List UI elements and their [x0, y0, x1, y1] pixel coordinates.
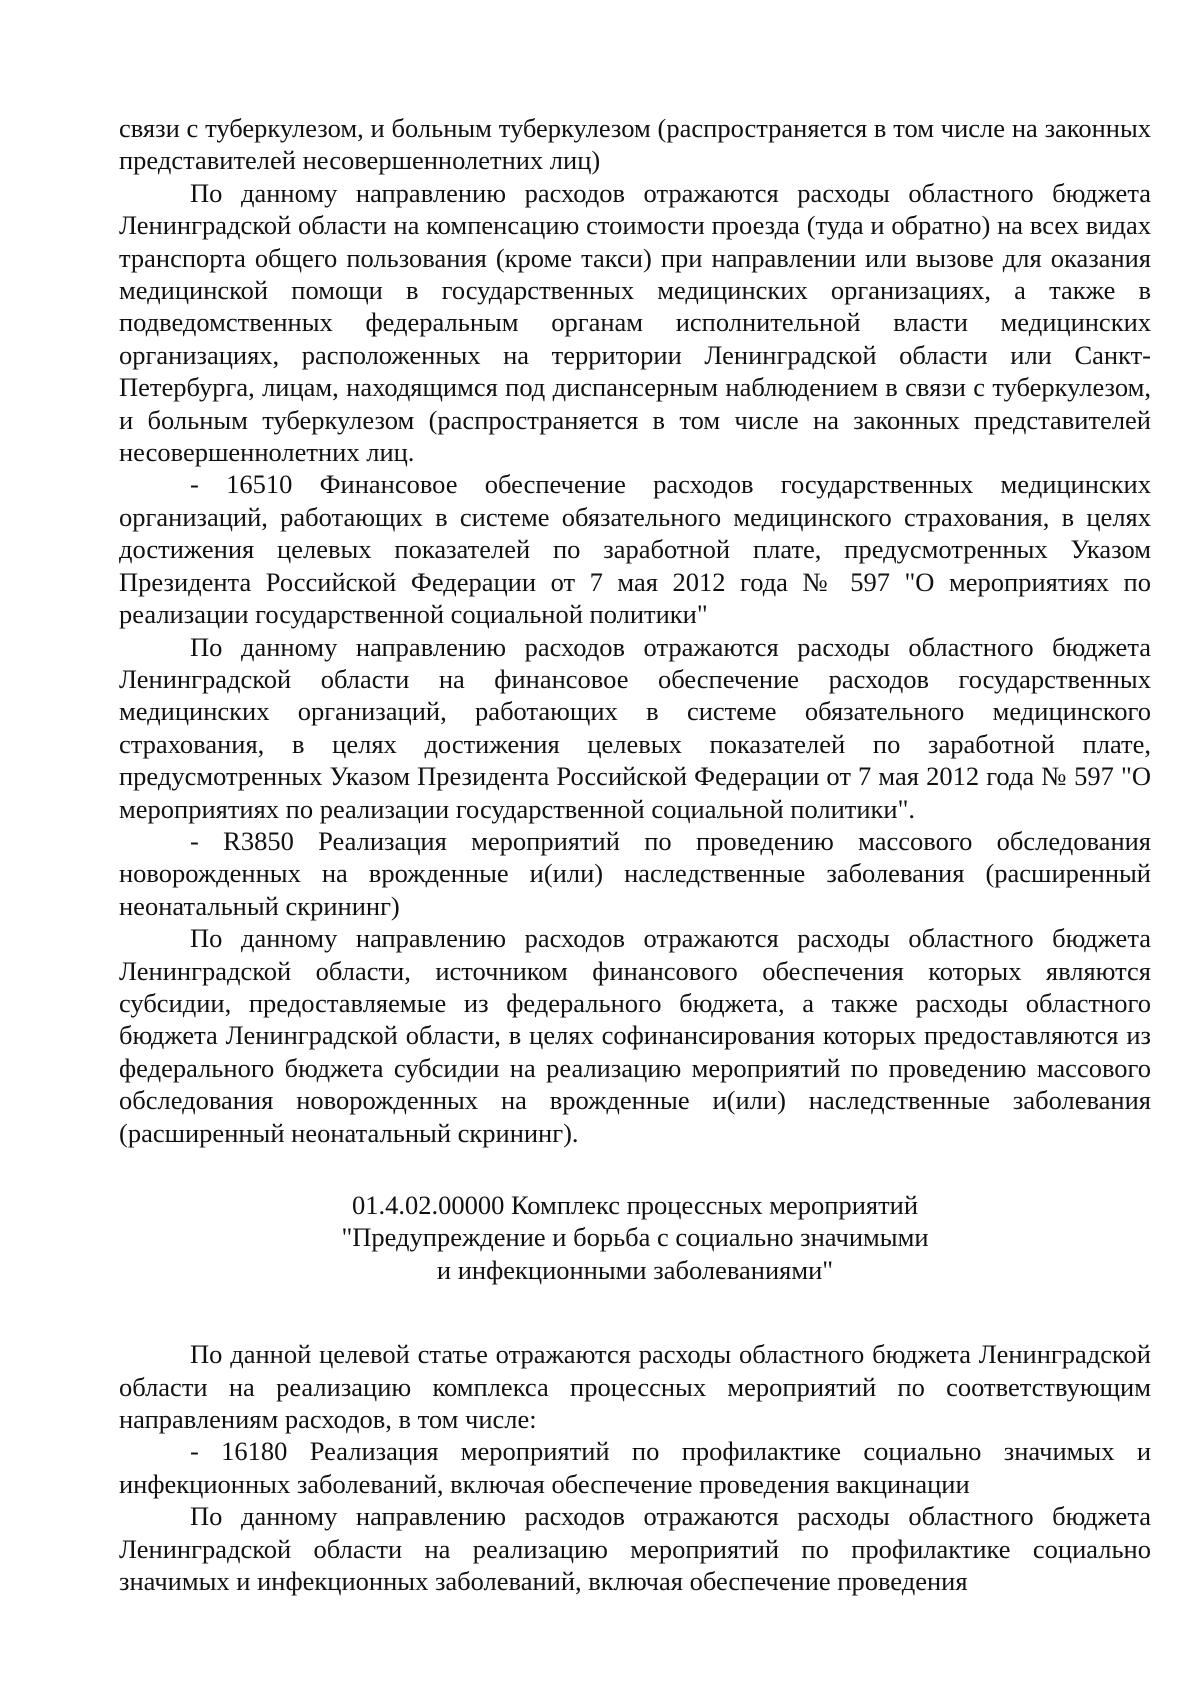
paragraph: По данному направлению расходов отражаются расходы областного бюджета Ленинградской области на финансовое обеспечение расходов государственных медицинских организаций, работающих в системе обязательного медицинского страхования, в целях достижения целевых показателей по заработной плате, предусмотренных Указом Президента Российской Федерации от 7 мая 2012 года № 597 "О мероприятиях по реализации государственной социальной политики". [119, 631, 1151, 824]
paragraph: По данному направлению расходов отражаются расходы областного бюджета Ленинградской области на компенсацию стоимости проезда (туда и обратно) на всех видах транспорта общего пользования (кроме такси) при направлении или вызове для оказания медицинской помощи в государственных медицинских организациях, а также в подведомственных федеральным органам исполнительной власти медицинских организациях, расположенных на территории Ленинградской области или Санкт-Петербурга, лицам, находящимся под диспансерным наблюдением в связи с туберкулезом, и больным туберкулезом (распространяется в том числе на законных представителей несовершеннолетних лиц. [119, 177, 1151, 468]
section-heading [119, 1189, 1151, 1286]
paragraph: По данному направлению расходов отражаются расходы областного бюджета Ленинградской области на реализацию мероприятий по профилактике социально значимых и инфекционных заболеваний, включая обеспечение проведения [119, 1501, 1151, 1597]
section-heading-line: "Предупреждение и борьба с социально значимыми [341, 1222, 929, 1253]
paragraph: По данной целевой статье отражаются расходы областного бюджета Ленинградской области на реализацию комплекса процессных мероприятий по соответствующим направлениям расходов, в том числе: [119, 1339, 1151, 1435]
section-heading-text [119, 1189, 1151, 1286]
paragraph: - R3850 Реализация мероприятий по проведению массового обследования новорожденных на врожденные и(или) наследственные заболевания (расширенный неонатальный скрининг) [119, 825, 1151, 921]
paragraph: - 16180 Реализация мероприятий по профилактике социально значимых и инфекционных заболеваний, включая обеспечение проведения вакцинации [119, 1436, 1151, 1499]
paragraph: связи с туберкулезом, и больным туберкулезом (распространяется в том числе на законных представителей несовершеннолетних лиц) [119, 113, 1151, 176]
paragraph: По данному направлению расходов отражаются расходы областного бюджета Ленинградской области, источником финансового обеспечения которых являются субсидии, предоставляемые из федерального бюджета, а также расходы областного бюджета Ленинградской области, в целях софинансирования которых предоставляются из федерального бюджета субсидии на реализацию мероприятий по проведению массового обследования новорожденных на врожденные и(или) наследственные заболевания (расширенный неонатальный скрининг). [119, 923, 1151, 1148]
paragraph: - 16510 Финансовое обеспечение расходов государственных медицинских организаций, работающих в системе обязательного медицинского страхования, в целях достижения целевых показателей по заработной плате, предусмотренных Указом Президента Российской Федерации от 7 мая 2012 года № 597 "О мероприятиях по реализации государственной социальной политики" [119, 469, 1151, 630]
section-heading-line: 01.4.02.00000 Комплекс процессных мероприятий [351, 1190, 919, 1220]
document-page [119, 112, 1151, 1597]
section-heading-line: и инфекционными заболеваниями" [436, 1254, 834, 1285]
